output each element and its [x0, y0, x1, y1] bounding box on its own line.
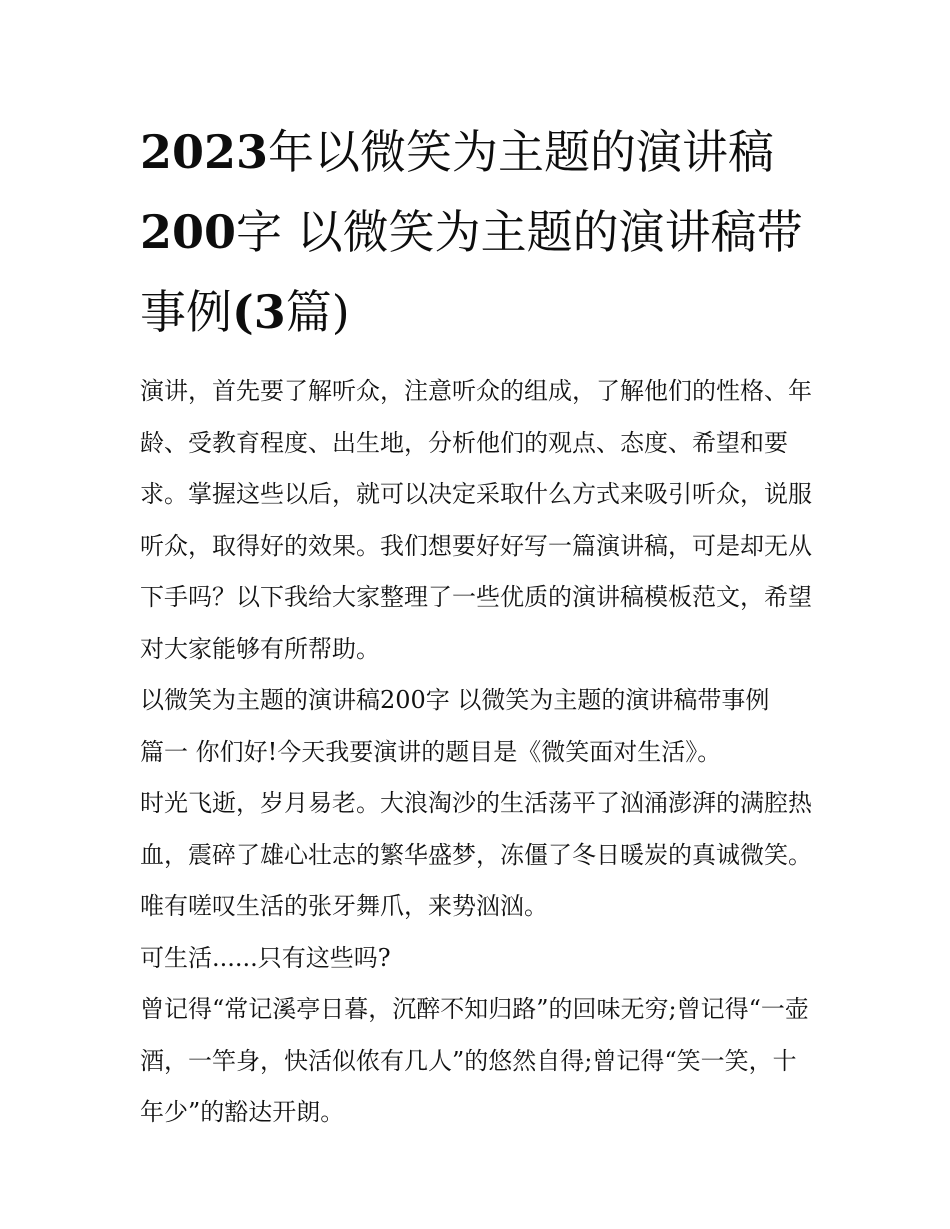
title-count-open: (3: [232, 285, 286, 339]
paragraph-opening: 篇一 你们好!今天我要演讲的题目是《微笑面对生活》。: [140, 737, 722, 766]
paragraph-intro: 演讲，首先要了解听众，注意听众的组成，了解他们的性格、年龄、受教育程度、出生地，分析他们的观点、态度、希望和要求。掌握这些以后，就可以决定采取什么方式来吸引听众，说服听众，取得好的效果。我们想要好好写一篇演讲稿，可是却无从下手吗？以下我给大家整理了一些优质的演讲稿模板范文，希望对大家能够有所帮助。: [140, 377, 812, 663]
paragraph-subtitle: 以微笑为主题的演讲稿200字 以微笑为主题的演讲稿带事例: [140, 686, 770, 714]
title-year: 2023: [140, 125, 269, 179]
paragraph-memories: 曾记得“常记溪亭日暮，沉醉不知归路”的回味无穷;曾记得“一壶酒，一竿身，快活似侬有几人”的悠然自得;曾记得“笑一笑，十年少”的豁达开朗。: [140, 995, 809, 1126]
title-text-1: 年以微笑为主题的演讲稿: [268, 125, 775, 179]
title-number: 200: [140, 205, 237, 259]
document-title: [140, 112, 816, 352]
paragraph-question: 可生活......只有这些吗?: [140, 943, 391, 972]
title-count-close: 篇): [285, 285, 350, 339]
document-body: [140, 112, 816, 1139]
paragraph-time: 时光飞逝，岁月易老。大浪淘沙的生活荡平了汹涌澎湃的满腔热血，震碎了雄心壮志的繁华盛梦，冻僵了冬日暖炭的真诚微笑。唯有嗟叹生活的张牙舞爪，来势汹汹。: [140, 789, 812, 920]
title-text-2: 字 以微笑为主题的演讲稿带事例: [140, 205, 803, 339]
